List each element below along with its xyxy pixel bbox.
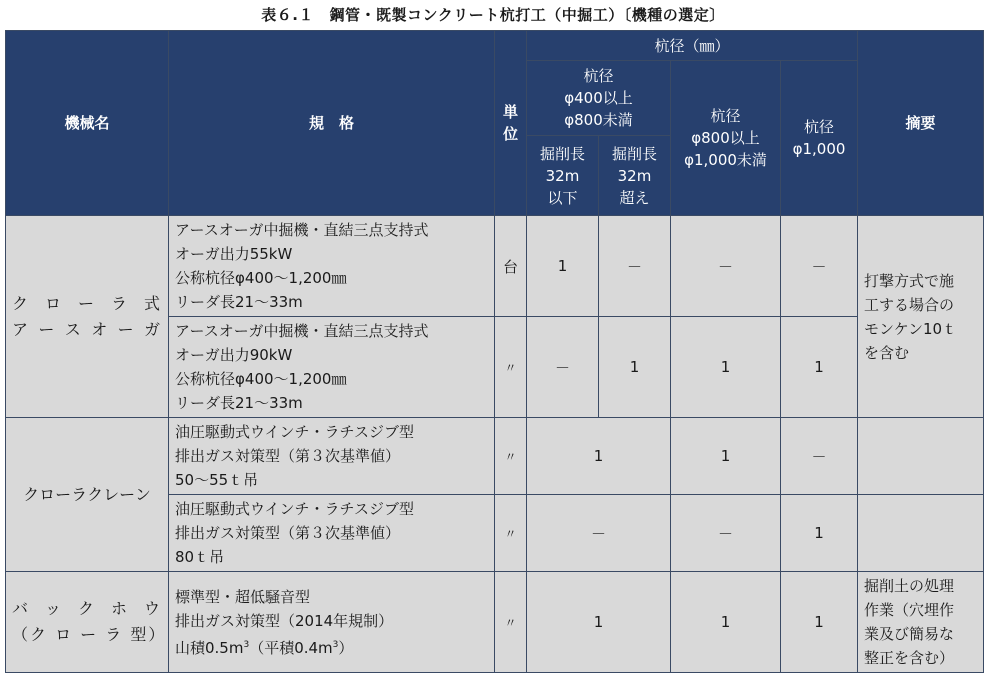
spec-cell xyxy=(169,317,495,418)
header-excavation-32m-under xyxy=(527,136,599,216)
table-caption: 表６.１ 鋼管・既製コンクリート杭打工（中掘工）〔機種の選定〕 xyxy=(261,6,725,24)
spec-line: 排出ガス対策型（2014年規制） xyxy=(175,611,394,630)
unit-cell: 〃 xyxy=(495,317,527,418)
header-sub2-l1: 掘削長 xyxy=(611,144,657,163)
spec-line: 公称杭径φ400～1,200㎜ xyxy=(175,370,347,388)
spec-line: 油圧駆動式ウインチ・ラチスジブ型 xyxy=(175,500,414,518)
value-cell: － xyxy=(671,495,781,572)
spec-line: オーガ出力90kW xyxy=(175,346,293,364)
header-diameter-400-800 xyxy=(527,61,671,136)
value-cell: 1 xyxy=(671,572,781,673)
unit-cell: 〃 xyxy=(495,572,527,673)
spec-cell xyxy=(169,495,495,572)
header-g3-l1: 杭径 xyxy=(804,118,835,136)
header-g2-l3: φ1,000未満 xyxy=(684,151,767,169)
header-unit-l1: 単 xyxy=(502,103,518,121)
table-row xyxy=(6,216,984,317)
superscript: 3 xyxy=(332,639,339,650)
header-g3-l2: φ1,000 xyxy=(792,140,846,158)
header-g2-l2: φ800以上 xyxy=(691,129,760,147)
remarks-line: モンケン10ｔ xyxy=(864,319,958,338)
header-machine: 機械名 xyxy=(6,31,169,216)
capacity-close: ） xyxy=(338,638,354,657)
header-g2-l1: 杭径 xyxy=(710,107,741,125)
remarks-line: を含む xyxy=(864,343,910,362)
superscript: 3 xyxy=(243,639,250,650)
value-cell: － xyxy=(781,216,858,317)
value-cell: － xyxy=(527,317,599,418)
capacity-heaped: 山積0.5m xyxy=(175,638,244,657)
remarks-line: 掘削土の処理 xyxy=(864,577,955,595)
spec-line: 排出ガス対策型（第３次基準値） xyxy=(175,524,401,542)
header-g1-l3: φ800未満 xyxy=(564,111,633,129)
header-sub2-l2: 32m xyxy=(617,166,652,185)
remarks-cell xyxy=(858,572,984,673)
remarks-line: 業及び簡易な xyxy=(864,625,955,643)
header-g1-l1: 杭径 xyxy=(583,67,614,85)
value-cell: － xyxy=(671,216,781,317)
header-remarks: 摘要 xyxy=(858,31,984,216)
remarks-cell-empty xyxy=(858,418,984,495)
machine-name-l2: ア ー ス オ ー ガ xyxy=(12,319,162,339)
spec-line: オーガ出力55kW xyxy=(175,245,293,263)
value-cell: 1 xyxy=(599,317,671,418)
header-diameter-group: 杭径（㎜） xyxy=(527,31,858,61)
value-cell: 1 xyxy=(527,418,671,495)
spec-line: 公称杭径φ400～1,200㎜ xyxy=(175,269,347,287)
value-cell: － xyxy=(527,495,671,572)
remarks-line: 打撃方式で施 xyxy=(864,271,955,290)
spec-line: 排出ガス対策型（第３次基準値） xyxy=(175,447,401,465)
header-sub2-l3: 超え xyxy=(619,188,650,207)
value-cell: 1 xyxy=(671,418,781,495)
machine-name-l1: ク ロ ー ラ 式 xyxy=(12,293,162,313)
value-cell: 1 xyxy=(527,216,599,317)
table-row xyxy=(6,572,984,673)
header-diameter-800-1000 xyxy=(671,61,781,216)
machine-selection-table xyxy=(5,30,984,673)
capacity-struck: （平積0.4m xyxy=(249,638,333,657)
machine-name-l2: （ク ロ ー ラ 型） xyxy=(12,625,167,644)
unit-cell: 〃 xyxy=(495,418,527,495)
machine-crawler-earth-auger xyxy=(6,216,169,418)
spec-line: アースオーガ中掘機・直結三点支持式 xyxy=(175,221,429,239)
unit-cell: 〃 xyxy=(495,495,527,572)
spec-line: 標準型・超低騒音型 xyxy=(175,587,311,606)
spec-line: アースオーガ中掘機・直結三点支持式 xyxy=(175,322,429,340)
value-cell: 1 xyxy=(671,317,781,418)
remarks-cell-empty xyxy=(858,495,984,572)
spec-line-capacity xyxy=(175,633,494,660)
machine-backhoe-crawler xyxy=(6,572,169,673)
spec-line: 50～55ｔ吊 xyxy=(175,471,259,489)
machine-crawler-crane: クローラクレーン xyxy=(6,418,169,572)
machine-name-l1: バ ッ ク ホ ウ xyxy=(12,599,162,618)
header-unit-l2: 位 xyxy=(502,125,518,143)
unit-cell: 台 xyxy=(495,216,527,317)
header-sub1-l2: 32m xyxy=(545,166,580,185)
remarks-line: 作業（穴埋作 xyxy=(864,601,955,619)
value-cell: 1 xyxy=(527,572,671,673)
header-sub1-l1: 掘削長 xyxy=(539,144,585,163)
header-excavation-32m-over xyxy=(599,136,671,216)
value-cell: 1 xyxy=(781,495,858,572)
value-cell: － xyxy=(599,216,671,317)
spec-cell xyxy=(169,216,495,317)
remarks-line: 整正を含む） xyxy=(864,649,955,667)
header-g1-l2: φ400以上 xyxy=(564,89,633,107)
spec-line: 80ｔ吊 xyxy=(175,548,225,566)
header-diameter-1000 xyxy=(781,61,858,216)
header-spec: 規 格 xyxy=(169,31,495,216)
header-unit xyxy=(495,31,527,216)
value-cell: 1 xyxy=(781,317,858,418)
header-sub1-l3: 以下 xyxy=(547,188,578,207)
value-cell: 1 xyxy=(781,572,858,673)
spec-line: リーダ長21～33m xyxy=(175,293,303,311)
spec-line: 油圧駆動式ウインチ・ラチスジブ型 xyxy=(175,423,414,441)
spec-cell xyxy=(169,418,495,495)
remarks-line: 工する場合の xyxy=(864,295,955,314)
spec-line: リーダ長21～33m xyxy=(175,394,303,412)
value-cell: － xyxy=(781,418,858,495)
remarks-cell xyxy=(858,216,984,418)
spec-cell xyxy=(169,572,495,673)
table-row xyxy=(6,418,984,495)
